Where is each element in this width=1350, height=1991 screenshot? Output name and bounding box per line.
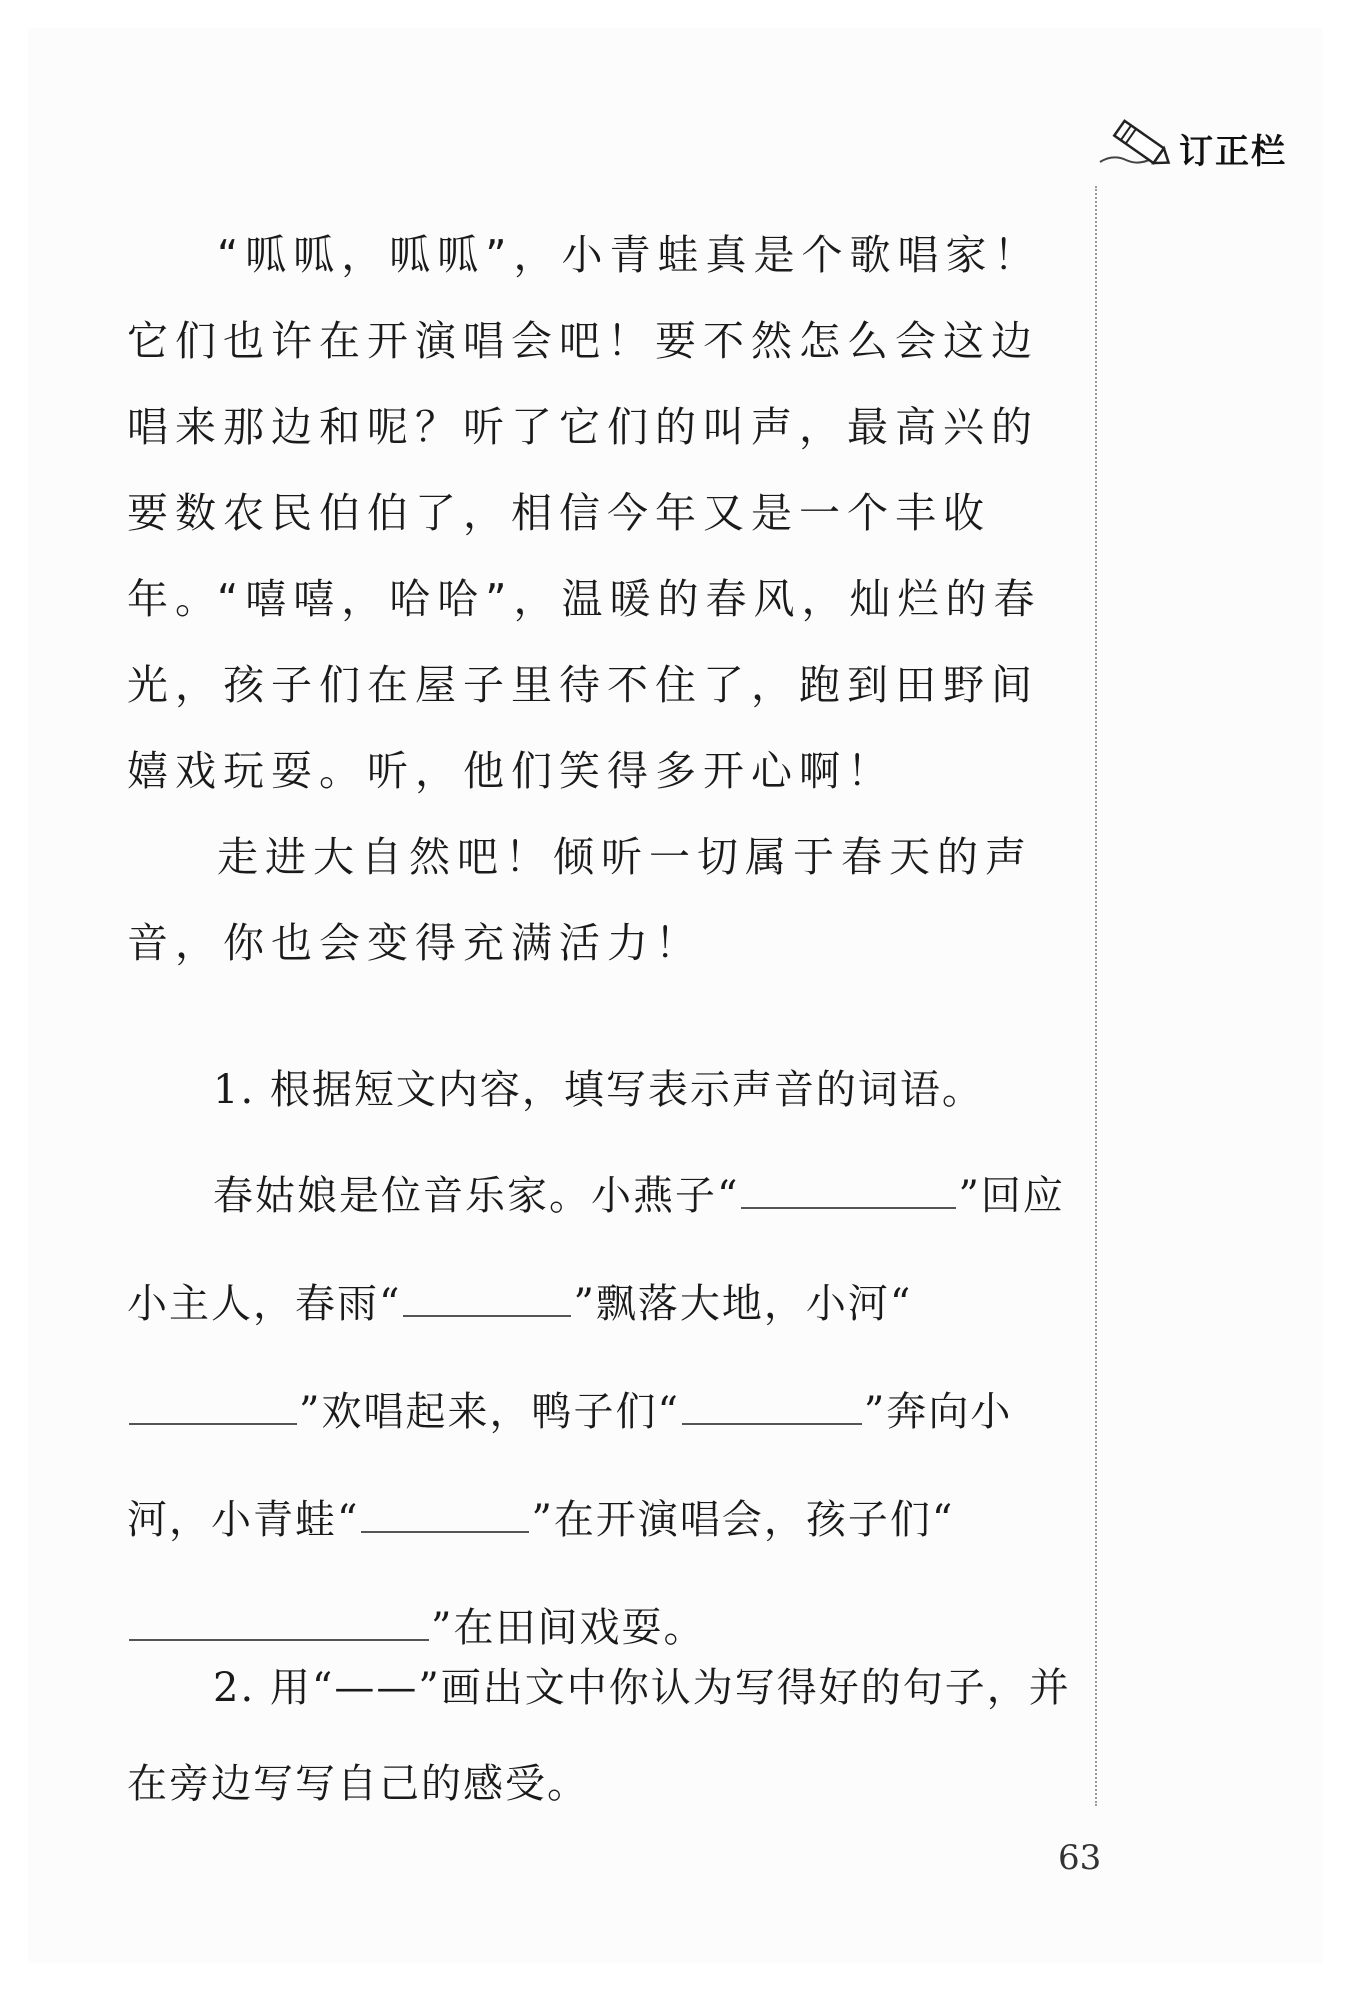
answer-blank-rain[interactable] (403, 1277, 571, 1317)
answer-blank-swallow[interactable] (741, 1169, 956, 1209)
story-paragraph-1: “呱呱，呱呱”，小青蛙真是个歌唱家！它们也许在开演唱会吧！要不然怎么会这边唱来那边和呢？听了它们的叫声，最高兴的要数农民伯伯了，相信今年又是一个丰收年。 (127, 231, 1042, 623)
answer-blank-frog[interactable] (361, 1493, 529, 1533)
question-2-prompt: 2. 用“——”画出文中你认为写得好的句子，并在旁边写写自己的感受。 (127, 1665, 1071, 1807)
correction-column-label (1175, 124, 1287, 173)
fill-text-3: ”飘落大地，小河“ (573, 1281, 913, 1327)
answer-blank-ducks[interactable] (682, 1385, 862, 1425)
correction-divider (1095, 186, 1097, 1806)
fill-text-1: 春姑娘是位音乐家。小燕子“ (213, 1173, 740, 1219)
fill-text-6: ”在开演唱会，孩子们“ (531, 1497, 955, 1543)
correction-label-text: 订正栏 (1179, 132, 1287, 172)
answer-blank-children[interactable] (129, 1601, 429, 1641)
question-1-prompt: 1. 根据短文内容，填写表示声音的词语。 (213, 1067, 984, 1113)
fill-text-2: ”回应小主人，春雨“ (127, 1173, 1065, 1327)
answer-blank-river[interactable] (129, 1385, 297, 1425)
fill-text-4: ”欢唱起来，鸭子们“ (299, 1389, 680, 1435)
fill-text-5: ”奔向小河，小青蛙“ (127, 1389, 1013, 1543)
page-number: 63 (1058, 1838, 1102, 1878)
question-1-fill-in (127, 1142, 1077, 1682)
story-paragraph-3: 走进大自然吧！倾听一切属于春天的声音，你也会变得充满活力！ (127, 833, 1033, 967)
story-paragraph-2: “嘻嘻，哈哈”，温暖的春风，灿烂的春光，孩子们在屋子里待不住了，跑到田野间嬉戏玩耍。听，他们笑得多开心啊！ (127, 575, 1042, 795)
fill-text-7: ”在田间戏耍。 (431, 1605, 706, 1651)
